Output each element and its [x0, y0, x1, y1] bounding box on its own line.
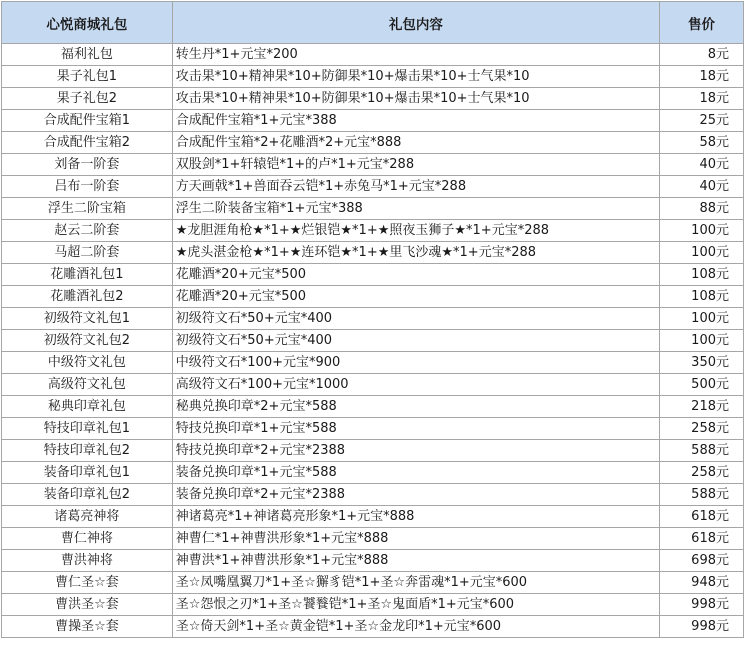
table-row [2, 264, 744, 286]
cell-pack-name: 果子礼包1 [2, 66, 173, 88]
table-header [2, 2, 744, 44]
cell-pack-content: 中级符文石*100+元宝*900 [172, 352, 659, 374]
table-row [2, 418, 744, 440]
cell-pack-name: 果子礼包2 [2, 88, 173, 110]
cell-price: 18元 [659, 66, 743, 88]
cell-price: 108元 [659, 286, 743, 308]
cell-pack-name: 吕布一阶套 [2, 176, 173, 198]
table-row [2, 308, 744, 330]
cell-pack-name: 刘备一阶套 [2, 154, 173, 176]
cell-pack-name: 初级符文礼包2 [2, 330, 173, 352]
cell-pack-content: 合成配件宝箱*1+元宝*388 [172, 110, 659, 132]
cell-pack-name: 福利礼包 [2, 44, 173, 66]
cell-pack-content: 初级符文石*50+元宝*400 [172, 308, 659, 330]
cell-price: 58元 [659, 132, 743, 154]
table-row [2, 154, 744, 176]
cell-pack-content: 装备兑换印章*2+元宝*2388 [172, 484, 659, 506]
cell-pack-name: 装备印章礼包2 [2, 484, 173, 506]
cell-pack-name: 合成配件宝箱2 [2, 132, 173, 154]
table-row [2, 528, 744, 550]
table-row [2, 594, 744, 616]
cell-pack-name: 曹仁圣☆套 [2, 572, 173, 594]
cell-pack-name: 中级符文礼包 [2, 352, 173, 374]
cell-pack-content: 合成配件宝箱*2+花雕酒*2+元宝*888 [172, 132, 659, 154]
cell-pack-name: 高级符文礼包 [2, 374, 173, 396]
cell-pack-content: 特技兑换印章*2+元宝*2388 [172, 440, 659, 462]
cell-pack-name: 曹仁神将 [2, 528, 173, 550]
cell-price: 40元 [659, 154, 743, 176]
cell-price: 108元 [659, 264, 743, 286]
cell-price: 948元 [659, 572, 743, 594]
cell-price: 40元 [659, 176, 743, 198]
cell-pack-content: 神诸葛亮*1+神诸葛亮形象*1+元宝*888 [172, 506, 659, 528]
cell-price: 25元 [659, 110, 743, 132]
table-row [2, 330, 744, 352]
cell-price: 100元 [659, 220, 743, 242]
cell-price: 350元 [659, 352, 743, 374]
cell-pack-content: 圣☆凤嘴凰翼刀*1+圣☆獬豸铠*1+圣☆奔雷魂*1+元宝*600 [172, 572, 659, 594]
table-row [2, 110, 744, 132]
cell-price: 218元 [659, 396, 743, 418]
table-row [2, 66, 744, 88]
cell-pack-name: 花雕酒礼包1 [2, 264, 173, 286]
cell-pack-name: 装备印章礼包1 [2, 462, 173, 484]
table-row [2, 440, 744, 462]
table-row [2, 506, 744, 528]
cell-price: 588元 [659, 440, 743, 462]
cell-pack-name: 曹洪圣☆套 [2, 594, 173, 616]
cell-pack-name: 合成配件宝箱1 [2, 110, 173, 132]
table-row [2, 132, 744, 154]
header-price: 售价 [659, 2, 743, 44]
cell-pack-name: 花雕酒礼包2 [2, 286, 173, 308]
cell-price: 618元 [659, 528, 743, 550]
cell-price: 100元 [659, 330, 743, 352]
cell-pack-content: ★龙胆涯角枪★*1+★烂银铠★*1+★照夜玉狮子★*1+元宝*288 [172, 220, 659, 242]
table-row [2, 176, 744, 198]
cell-pack-content: 高级符文石*100+元宝*1000 [172, 374, 659, 396]
cell-pack-content: 浮生二阶装备宝箱*1+元宝*388 [172, 198, 659, 220]
table-row [2, 396, 744, 418]
table-row [2, 220, 744, 242]
cell-pack-content: 圣☆怨恨之刃*1+圣☆饕餮铠*1+圣☆鬼面盾*1+元宝*600 [172, 594, 659, 616]
cell-price: 998元 [659, 616, 743, 638]
cell-pack-content: 装备兑换印章*1+元宝*588 [172, 462, 659, 484]
cell-price: 8元 [659, 44, 743, 66]
table-row [2, 550, 744, 572]
cell-price: 88元 [659, 198, 743, 220]
cell-pack-name: 曹洪神将 [2, 550, 173, 572]
cell-pack-name: 特技印章礼包2 [2, 440, 173, 462]
cell-pack-content: 花雕酒*20+元宝*500 [172, 264, 659, 286]
cell-pack-name: 浮生二阶宝箱 [2, 198, 173, 220]
cell-pack-name: 马超二阶套 [2, 242, 173, 264]
table-row [2, 88, 744, 110]
cell-pack-content: 初级符文石*50+元宝*400 [172, 330, 659, 352]
cell-pack-content: 特技兑换印章*1+元宝*588 [172, 418, 659, 440]
cell-pack-name: 赵云二阶套 [2, 220, 173, 242]
table-row [2, 352, 744, 374]
cell-pack-content: 花雕酒*20+元宝*500 [172, 286, 659, 308]
cell-price: 618元 [659, 506, 743, 528]
header-pack-name: 心悦商城礼包 [2, 2, 173, 44]
table-row [2, 462, 744, 484]
cell-pack-name: 曹操圣☆套 [2, 616, 173, 638]
table-row [2, 616, 744, 638]
cell-pack-name: 诸葛亮神将 [2, 506, 173, 528]
cell-pack-content: 转生丹*1+元宝*200 [172, 44, 659, 66]
table-row [2, 286, 744, 308]
cell-pack-content: 圣☆倚天剑*1+圣☆黄金铠*1+圣☆金龙印*1+元宝*600 [172, 616, 659, 638]
cell-price: 100元 [659, 308, 743, 330]
cell-pack-content: 攻击果*10+精神果*10+防御果*10+爆击果*10+士气果*10 [172, 88, 659, 110]
cell-pack-name: 秘典印章礼包 [2, 396, 173, 418]
table-row [2, 374, 744, 396]
cell-price: 998元 [659, 594, 743, 616]
table-body [2, 44, 744, 638]
cell-pack-name: 初级符文礼包1 [2, 308, 173, 330]
cell-price: 698元 [659, 550, 743, 572]
table-row [2, 242, 744, 264]
cell-pack-content: 双股剑*1+轩辕铠*1+的卢*1+元宝*288 [172, 154, 659, 176]
table-row [2, 484, 744, 506]
cell-pack-content: 神曹洪*1+神曹洪形象*1+元宝*888 [172, 550, 659, 572]
cell-pack-name: 特技印章礼包1 [2, 418, 173, 440]
cell-pack-content: ★虎头湛金枪★*1+★连环铠★*1+★里飞沙魂★*1+元宝*288 [172, 242, 659, 264]
table-row [2, 44, 744, 66]
header-pack-content: 礼包内容 [172, 2, 659, 44]
gift-pack-table [1, 1, 744, 638]
cell-price: 258元 [659, 418, 743, 440]
cell-pack-content: 方天画戟*1+兽面吞云铠*1+赤兔马*1+元宝*288 [172, 176, 659, 198]
cell-price: 258元 [659, 462, 743, 484]
cell-price: 588元 [659, 484, 743, 506]
header-row [2, 2, 744, 44]
cell-price: 100元 [659, 242, 743, 264]
cell-pack-content: 秘典兑换印章*2+元宝*588 [172, 396, 659, 418]
cell-price: 18元 [659, 88, 743, 110]
cell-pack-content: 神曹仁*1+神曹洪形象*1+元宝*888 [172, 528, 659, 550]
cell-price: 500元 [659, 374, 743, 396]
cell-pack-content: 攻击果*10+精神果*10+防御果*10+爆击果*10+士气果*10 [172, 66, 659, 88]
table-row [2, 572, 744, 594]
table-row [2, 198, 744, 220]
